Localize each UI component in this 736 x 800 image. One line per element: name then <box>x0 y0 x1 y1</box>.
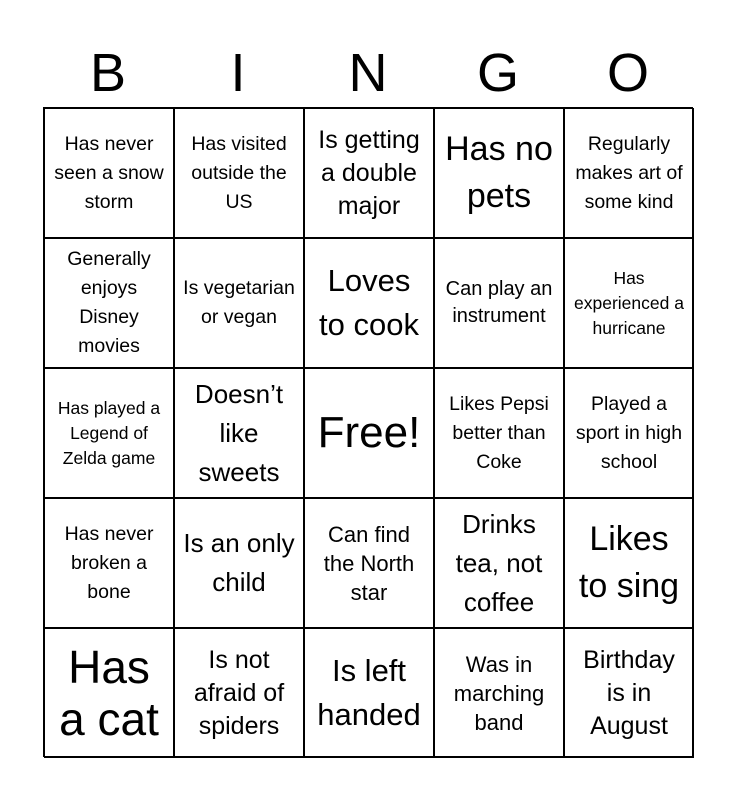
square-text: Likes to sing <box>578 520 680 605</box>
square-text: Has visited outside the US <box>191 132 287 213</box>
bingo-square[interactable] <box>174 628 304 758</box>
square-text: Drinks tea, not coffee <box>455 508 543 617</box>
square-text: Loves to cook <box>319 263 419 342</box>
square-text: Is an only child <box>183 528 295 597</box>
square-text: Regularly makes art of some kind <box>575 132 683 213</box>
square-text: Free! <box>317 408 421 457</box>
header-letter-b: B <box>89 43 127 103</box>
bingo-square[interactable] <box>564 628 694 758</box>
bingo-square[interactable] <box>434 628 564 758</box>
square-text: Can play an instrument <box>445 278 553 327</box>
bingo-square[interactable] <box>174 238 304 368</box>
square-text: Likes Pepsi better than Coke <box>449 392 549 473</box>
bingo-header <box>43 40 693 106</box>
square-text: Has never seen a snow storm <box>54 132 164 213</box>
bingo-square[interactable] <box>174 498 304 628</box>
bingo-square[interactable] <box>564 108 694 238</box>
square-text: Has no pets <box>445 130 553 215</box>
square-text: Is not afraid of spiders <box>193 645 285 740</box>
square-text: Has a cat <box>59 641 159 745</box>
bingo-square[interactable] <box>434 238 564 368</box>
bingo-square[interactable] <box>174 368 304 498</box>
bingo-square[interactable] <box>304 108 434 238</box>
header-letter-n: N <box>348 43 388 103</box>
bingo-square[interactable] <box>174 108 304 238</box>
header-letter-g: G <box>476 43 519 103</box>
square-text: Is vegetarian or vegan <box>183 277 295 328</box>
bingo-square[interactable] <box>564 498 694 628</box>
square-text: Has never broken a bone <box>64 522 154 603</box>
bingo-square[interactable] <box>44 628 174 758</box>
square-text: Doesn’t like sweets <box>194 378 284 487</box>
square-text: Can find the North star <box>323 521 415 605</box>
header-letter-o: O <box>606 43 649 103</box>
bingo-square[interactable] <box>304 628 434 758</box>
square-text: Generally enjoys Disney movies <box>67 248 151 357</box>
bingo-square[interactable] <box>434 368 564 498</box>
bingo-square[interactable] <box>44 238 174 368</box>
bingo-square[interactable] <box>434 108 564 238</box>
bingo-square[interactable] <box>44 108 174 238</box>
square-text: Has experienced a hurricane <box>574 267 684 338</box>
bingo-grid <box>43 107 693 757</box>
free-square[interactable] <box>304 368 434 498</box>
bingo-square[interactable] <box>564 368 694 498</box>
square-text: Birthday is in August <box>583 645 675 740</box>
bingo-square[interactable] <box>304 238 434 368</box>
header-letter-i: I <box>230 43 246 103</box>
square-text: Was in marching band <box>453 651 545 735</box>
bingo-square[interactable] <box>44 368 174 498</box>
bingo-square[interactable] <box>564 238 694 368</box>
square-text: Played a sport in high school <box>575 392 683 473</box>
square-text: Is getting a double major <box>318 125 420 220</box>
square-text: Has played a Legend of Zelda game <box>57 397 161 468</box>
bingo-square[interactable] <box>434 498 564 628</box>
bingo-square[interactable] <box>44 498 174 628</box>
square-text: Is left handed <box>317 653 421 732</box>
bingo-square[interactable] <box>304 498 434 628</box>
